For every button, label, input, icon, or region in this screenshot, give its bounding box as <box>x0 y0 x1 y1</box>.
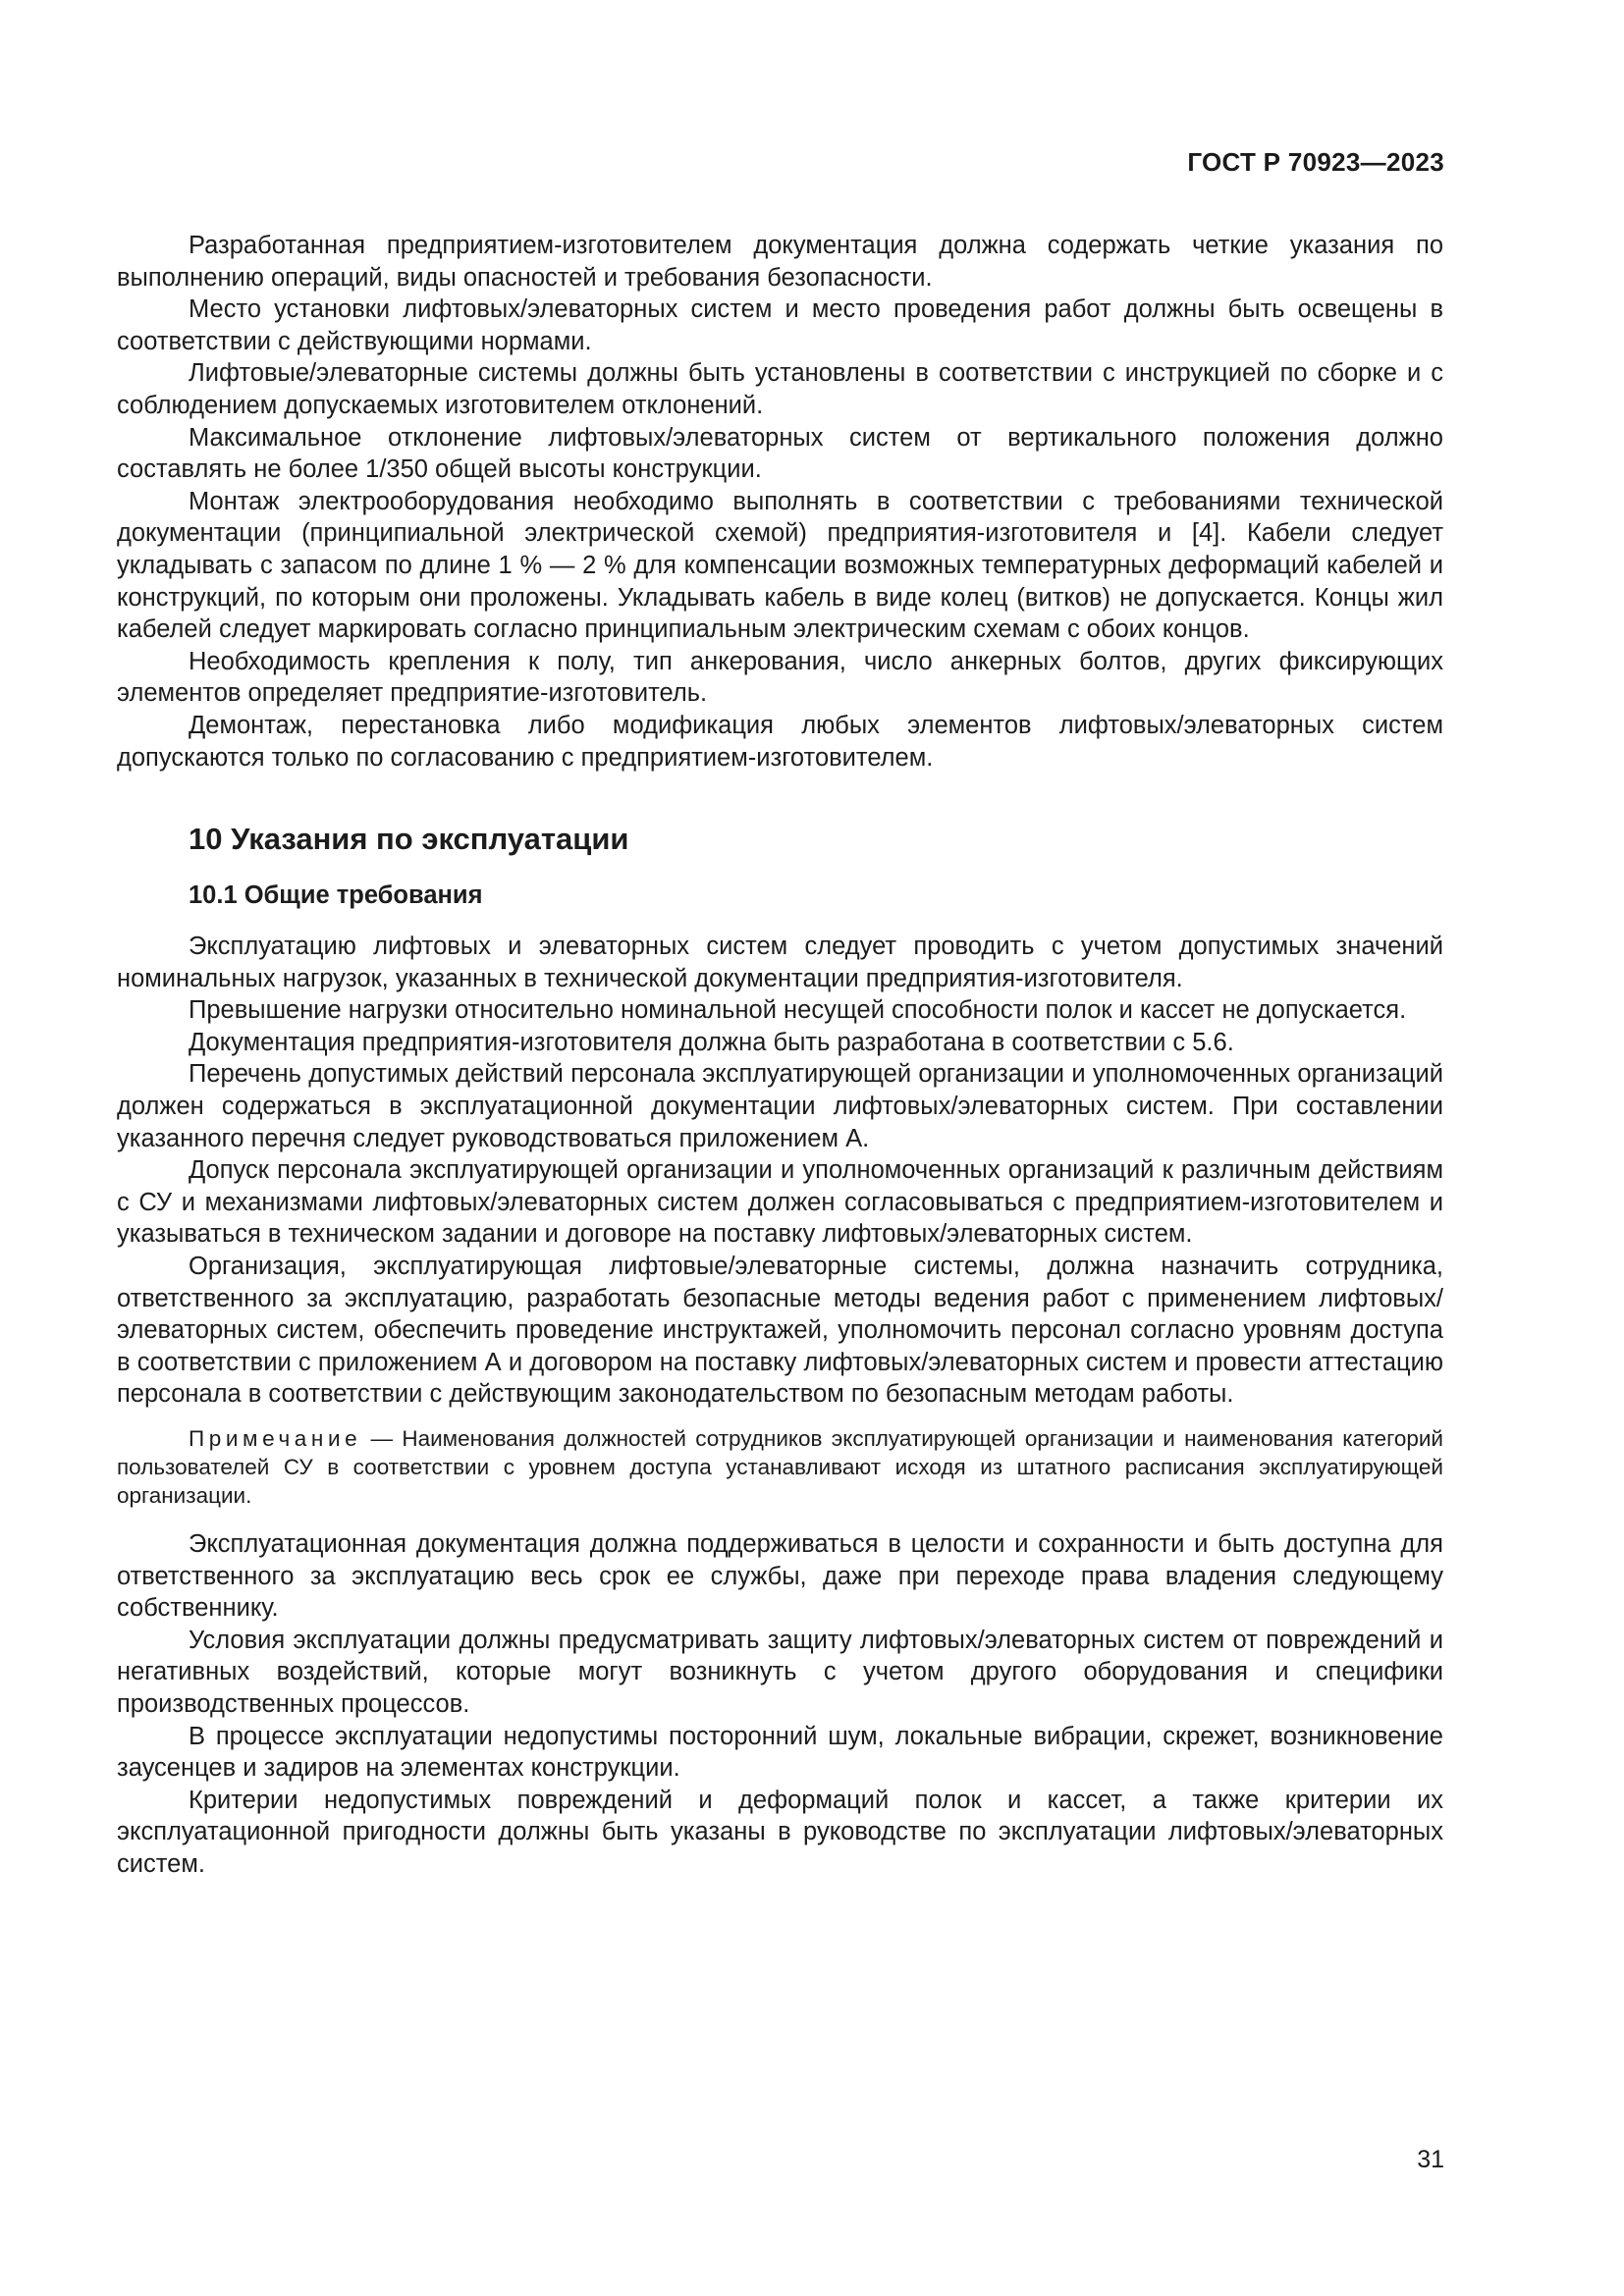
body-paragraph: Документация предприятия-изготовителя должна быть разработана в соответствии с 5.6. <box>189 1028 1234 1056</box>
body-paragraph: Монтаж электрооборудования необходимо выполнять в соответствии с требованиями технической документации (принципиальной электрической схемой) предприятия-изготовителя и [4]. Кабели следует укладывать с запасом по длине 1 % — 2 % для компенсации возможных температурных деформаций кабелей и конструкций, по которым они проложены. Укладывать кабель в виде колец (витков) не допускается. Концы жил кабелей следует маркировать согласно принципиальным электрическим схемам с обоих концов. <box>117 487 1443 644</box>
body-paragraph: Критерии недопустимых повреждений и деформаций полок и кассет, а также критерии их эксплуатационной пригодности должны быть указаны в руководстве по эксплуатации лифтовых/элеваторных систем. <box>117 1786 1443 1878</box>
body-paragraph: Эксплуатацию лифтовых и элеваторных систем следует проводить с учетом допустимых значений номинальных нагрузок, указанных в технической документации предприятия-изготовителя. <box>117 933 1443 992</box>
body-paragraph: Место установки лифтовых/элеваторных систем и место проведения работ должны быть освещены в соответствии с действующими нормами. <box>117 295 1443 355</box>
body-paragraph: Превышение нагрузки относительно номинальной несущей способности полок и кассет не допускается. <box>189 996 1407 1025</box>
body-paragraph: Максимальное отклонение лифтовых/элеваторных систем от вертикального положения должно составлять не более 1/350 общей высоты конструкции. <box>117 423 1443 484</box>
note-paragraph <box>117 1424 1443 1510</box>
body-paragraph: Необходимость крепления к полу, тип анкерования, число анкерных болтов, других фиксирующих элементов определяет предприятие-изготовитель. <box>117 647 1443 708</box>
body-paragraph: Допуск персонала эксплуатирующей организации и уполномоченных организаций к различным действиям с СУ и механизмами лифтовых/элеваторных систем должен согласовываться с предприятием-изготовителем и указываться в техническом задании и договоре на поставку лифтовых/элеваторных систем. <box>117 1156 1443 1249</box>
note-label: Примечание <box>189 1426 362 1451</box>
body-paragraph: В процессе эксплуатации недопустимы посторонний шум, локальные вибрации, скрежет, возникновение заусенцев и задиров на элементах конструкции. <box>117 1722 1443 1783</box>
body-paragraph: Организация, эксплуатирующая лифтовые/элеваторные системы, должна назначить сотрудника, ответственного за эксплуатацию, разработать безопасные методы ведения работ с применением лифтовых/элеваторных систем, обеспечить проведение инструктажей, уполномочить персонал согласно уровням доступа в соответствии с приложением А и договором на поставку лифтовых/элеваторных систем и провести аттестацию персонала в соответствии с действующим законодательством по безопасным методам работы. <box>117 1253 1443 1409</box>
document-code-header: ГОСТ Р 70923—2023 <box>1187 147 1444 177</box>
body-paragraph: Демонтаж, перестановка либо модификация любых элементов лифтовых/элеваторных систем допускаются только по согласованию с предприятием-изготовителем. <box>117 711 1443 772</box>
page-number: 31 <box>1417 2146 1444 2173</box>
body-paragraph: Перечень допустимых действий персонала эксплуатирующей организации и уполномоченных организаций должен содержаться в эксплуатационной документации лифтовых/элеваторных систем. При составлении указанного перечня следует руководствоваться приложением А. <box>117 1060 1443 1152</box>
subsection-heading: 10.1 Общие требования <box>189 881 483 910</box>
body-paragraph: Лифтовые/элеваторные системы должны быть установлены в соответствии с инструкцией по сборке и с соблюдением допускаемых изготовителем отклонений. <box>117 359 1443 419</box>
body-paragraph: Эксплуатационная документация должна поддерживаться в целости и сохранности и быть доступна для ответственного за эксплуатацию весь срок ее службы, даже при переходе права владения следующему собственнику. <box>117 1530 1443 1623</box>
page-body <box>117 230 1443 1881</box>
section-heading: 10 Указания по эксплуатации <box>189 822 629 857</box>
body-paragraph: Условия эксплуатации должны предусматривать защиту лифтовых/элеваторных систем от повреждений и негативных воздействий, которые могут возникнуть с учетом другого оборудования и специфики производственных процессов. <box>117 1626 1443 1718</box>
note-text: — Наименования должностей сотрудников эксплуатирующей организации и наименования категорий пользователей СУ в соответствии с уровнем доступа устанавливают исходя из штатного расписания эксплуатирующей организации. <box>117 1426 1443 1508</box>
body-paragraph: Разработанная предприятием-изготовителем документация должна содержать четкие указания по выполнению операций, виды опасностей и требования безопасности. <box>117 232 1443 292</box>
